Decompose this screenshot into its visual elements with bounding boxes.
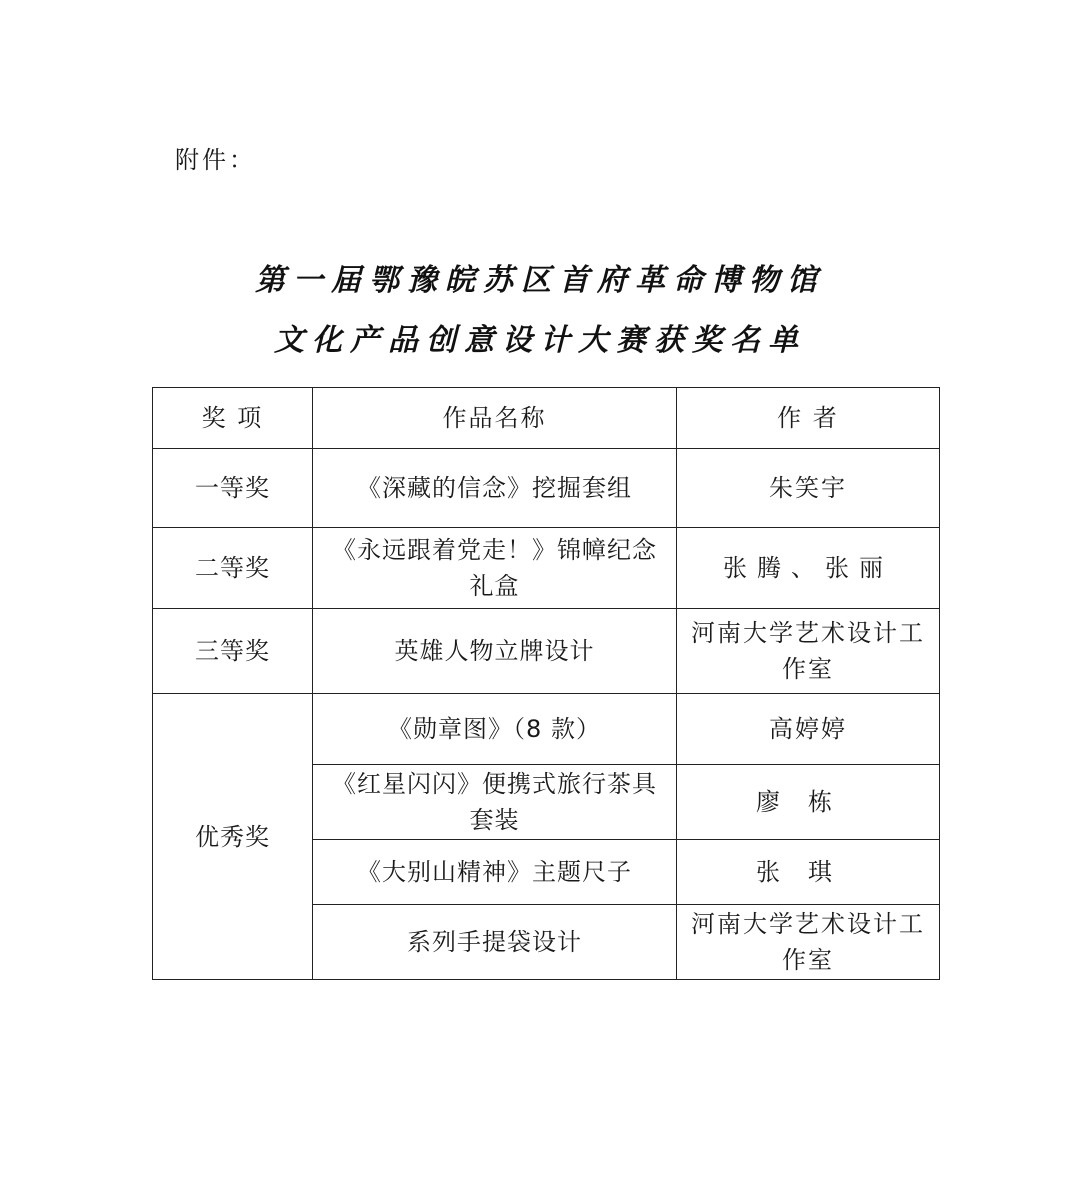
award-cell: 优秀奖 <box>153 694 313 980</box>
work-cell: 《大别山精神》主题尺子 <box>313 840 677 905</box>
document-title-line2: 文化产品创意设计大赛获奖名单 <box>274 323 806 358</box>
table-row <box>153 449 940 528</box>
work-cell: 英雄人物立牌设计 <box>313 609 677 694</box>
author-cell: 河南大学艺术设计工作室 <box>677 609 940 694</box>
work-cell: 《深藏的信念》挖掘套组 <box>313 449 677 528</box>
awards-table <box>152 387 940 980</box>
award-cell: 一等奖 <box>153 449 313 528</box>
author-cell: 朱笑宇 <box>677 449 940 528</box>
author-cell: 张琪 <box>677 840 940 905</box>
work-cell: 《勋章图》（8 款） <box>313 694 677 765</box>
award-cell: 三等奖 <box>153 609 313 694</box>
author-cell: 廖栋 <box>677 765 940 840</box>
document-title-line1: 第一届鄂豫皖苏区首府革命博物馆 <box>255 263 825 298</box>
table-header-row <box>153 388 940 449</box>
work-cell: 《红星闪闪》便携式旅行茶具套装 <box>313 765 677 840</box>
table-row <box>153 528 940 609</box>
work-cell: 系列手提袋设计 <box>313 905 677 980</box>
award-cell: 二等奖 <box>153 528 313 609</box>
work-cell: 《永远跟着党走！》锦幛纪念礼盒 <box>313 528 677 609</box>
table-row <box>153 694 940 765</box>
author-cell: 张腾、张丽 <box>677 528 940 609</box>
header-author: 作 者 <box>677 388 940 449</box>
header-work: 作品名称 <box>313 388 677 449</box>
header-award: 奖 项 <box>153 388 313 449</box>
attachment-label: 附件： <box>175 146 256 174</box>
table-row <box>153 609 940 694</box>
author-cell: 高婷婷 <box>677 694 940 765</box>
author-cell: 河南大学艺术设计工作室 <box>677 905 940 980</box>
